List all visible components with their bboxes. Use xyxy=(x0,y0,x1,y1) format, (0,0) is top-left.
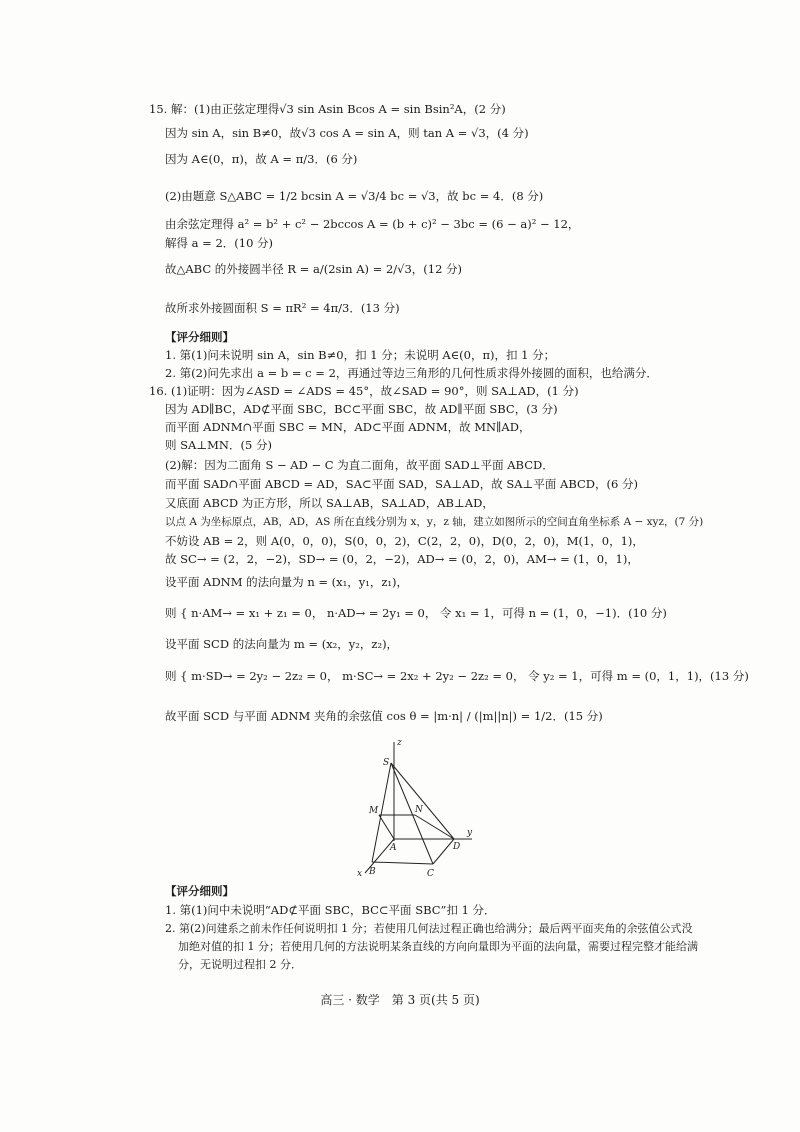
q16-rubric-4: 分，无说明过程扣 2 分． xyxy=(178,958,302,971)
q16-line-1: 16. (1)证明：因为∠ASD = ∠ADS = 45°，故∠SAD = 90°，则 SA⊥AD，(1 分) xyxy=(149,384,579,398)
label-z: z xyxy=(397,738,402,748)
q16-rubric-1: 1. 第(1)问中未说明“AD⊄平面 SBC，BC⊂平面 SBC”扣 1 分． xyxy=(165,903,496,917)
q15-line-1: 15. 解：(1)由正弦定理得√3 sin Asin Bcos A = sin Bsin²A，(2 分) xyxy=(149,102,506,116)
q15-rubric-title: 【评分细则】 xyxy=(165,330,234,344)
q15-line-7: 故△ABC 的外接圆半径 R = a/(2sin A) = 2/√3，(12 分) xyxy=(165,262,463,276)
q16-line-15: 故平面 SCD 与平面 ADNM 夹角的余弦值 cos θ = |m·n| / (|m||n|) = 1/2．(15 分) xyxy=(165,709,603,723)
q16-line-2: 因为 AD∥BC，AD⊄平面 SBC，BC⊂平面 SBC，故 AD∥平面 SBC，(3 分) xyxy=(165,402,558,416)
edge-sd xyxy=(391,763,454,839)
q16-line-8: 以点 A 为坐标原点，AB，AD，AS 所在直线分别为 x，y，z 轴，建立如图所示的空间直角坐标系 A − xyz，(7 分) xyxy=(165,516,704,528)
label-a: A xyxy=(390,843,397,853)
q16-rubric-2: 2. 第(2)问建系之前未作任何说明扣 1 分；若使用几何法过程正确也给满分；最后两平面夹角的余弦值公式没 xyxy=(165,922,693,935)
q15-line-3: 因为 A∈(0，π)，故 A = π/3．(6 分) xyxy=(165,152,358,166)
q16-line-12: 则 { n·AM→ = x₁ + z₁ = 0， n·AD→ = 2y₁ = 0， 令 x₁ = 1，可得 n = (1，0，−1)．(10 分) xyxy=(165,606,667,620)
q15-rubric-2: 2. 第(2)问先求出 a = b = c = 2，再通过等边三角形的几何性质求得外接圆的面积，也给满分． xyxy=(165,366,658,380)
label-c: C xyxy=(427,869,434,879)
q16-line-11: 设平面 ADNM 的法向量为 n = (x₁，y₁，z₁)， xyxy=(165,575,409,589)
q15-line-2: 因为 sin A，sin B≠0，故√3 cos A = sin A，则 tan A = √3，(4 分) xyxy=(165,126,529,140)
q16-line-9: 不妨设 AB = 2，则 A(0，0，0)，S(0，0，2)，C(2，2，0)，D(0，2，0)，M(1，0，1)， xyxy=(165,534,644,548)
q16-line-13: 设平面 SCD 的法向量为 m = (x₂，y₂，z₂)， xyxy=(165,637,399,651)
edge-cd xyxy=(433,839,454,864)
q16-line-3: 而平面 ADNM∩平面 SBC = MN，AD⊂平面 ADNM，故 MN∥AD， xyxy=(165,420,531,434)
edge-sc xyxy=(391,763,433,864)
q16-line-14: 则 { m·SD→ = 2y₂ − 2z₂ = 0， m·SC→ = 2x₂ + 2y₂ − 2z₂ = 0， 令 y₂ = 1，可得 m = (0，1，1)，(13 分) xyxy=(165,669,749,683)
edge-bc xyxy=(372,862,433,864)
label-x: x xyxy=(357,869,363,879)
segment-ma xyxy=(379,815,394,839)
page-footer: 高三 · 数学 第 3 页(共 5 页) xyxy=(320,993,480,1007)
label-n: N xyxy=(415,805,423,815)
label-y: y xyxy=(467,828,473,838)
q15-line-5: 由余弦定理得 a² = b² + c² − 2bccos A = (b + c)² − 3bc = (6 − a)² − 12， xyxy=(165,217,580,231)
q16-line-7: 又底面 ABCD 为正方形，所以 SA⊥AB，SA⊥AD，AB⊥AD， xyxy=(165,496,494,510)
q15-line-6: 解得 a = 2．(10 分) xyxy=(165,236,274,250)
q15-line-8: 故所求外接圆面积 S = πR² = 4π/3．(13 分) xyxy=(165,301,400,315)
q16-rubric-title: 【评分细则】 xyxy=(165,884,234,898)
label-b: B xyxy=(369,867,376,877)
q15-line-4: (2)由题意 S△ABC = 1/2 bcsin A = √3/4 bc = √3，故 bc = 4．(8 分) xyxy=(165,189,544,203)
q16-line-5: (2)解：因为二面角 S − AD − C 为直二面角，故平面 SAD⊥平面 ABCD． xyxy=(165,458,554,472)
q16-line-6: 而平面 SAD∩平面 ABCD = AD，SA⊂平面 SAD，SA⊥AD，故 SA⊥平面 ABCD，(6 分) xyxy=(165,477,638,491)
label-d: D xyxy=(453,842,461,852)
q16-rubric-3: 加绝对值的扣 1 分；若使用几何的方法说明某条直线的方向向量即为平面的法向量，需要过程完整才能给满 xyxy=(178,940,698,953)
pyramid-coordinate-figure xyxy=(355,735,485,880)
q16-line-4: 则 SA⊥MN．(5 分) xyxy=(165,438,272,452)
label-m: M xyxy=(369,806,379,816)
q15-rubric-1: 1. 第(1)问未说明 sin A，sin B≠0，扣 1 分；未说明 A∈(0，π)，扣 1 分； xyxy=(165,348,556,362)
label-s: S xyxy=(383,758,390,768)
q16-line-10: 故 SC→ = (2，2，−2)，SD→ = (0，2，−2)，AD→ = (0，2，0)，AM→ = (1，0，1)， xyxy=(165,552,639,566)
